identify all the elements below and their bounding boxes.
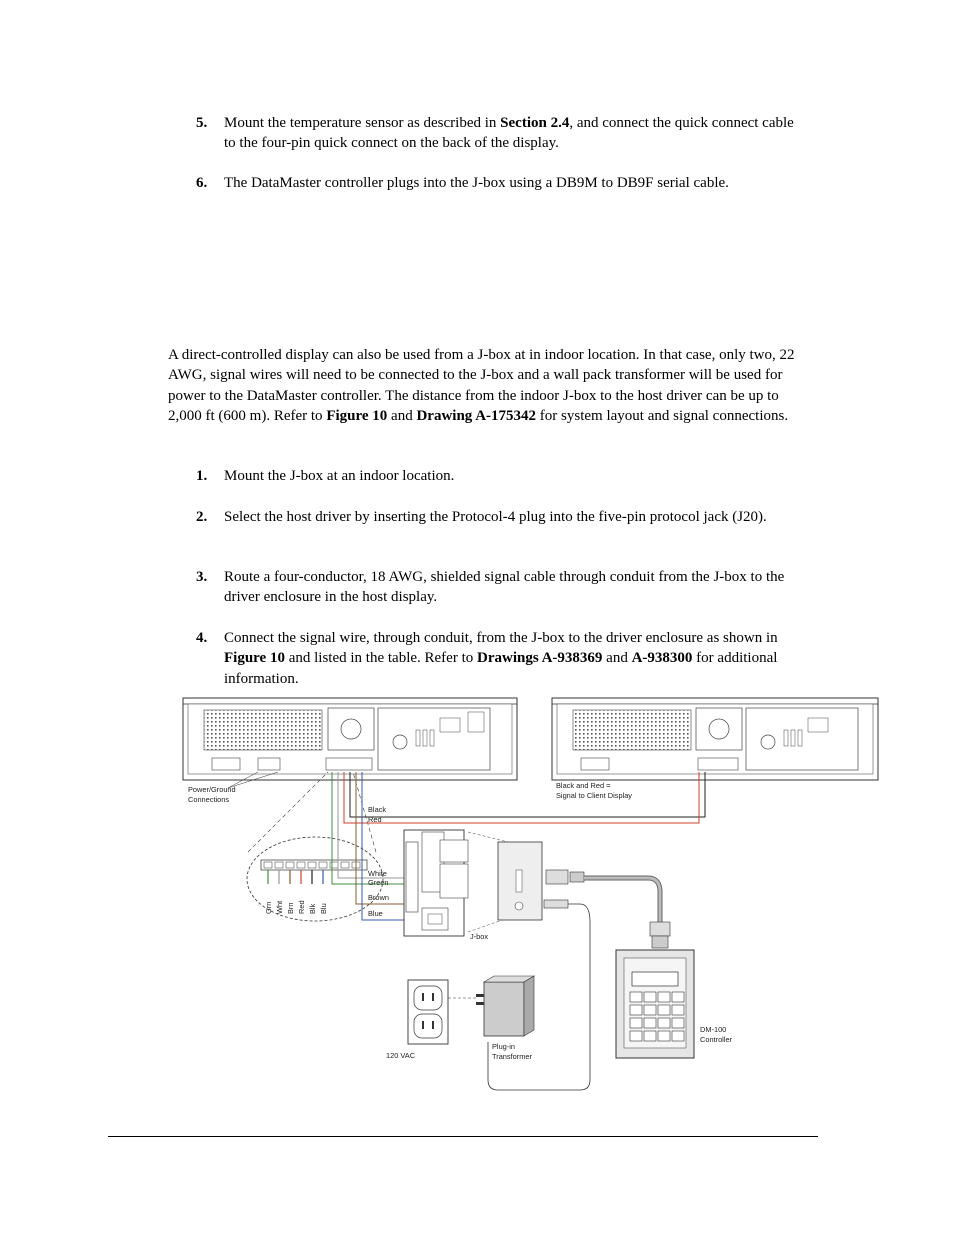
step-text: Route a four-conductor, 18 AWG, shielded signal cable through conduit from the J-box to the driver enclosure in the host display. [224, 569, 785, 606]
terminal-label-red: Red [297, 900, 306, 914]
plug-in-transformer [476, 976, 534, 1036]
signal-client-label-line2: Signal to Client Display [556, 791, 632, 800]
serial-module [498, 842, 584, 920]
wire-label-red: Red [368, 815, 382, 824]
footer-rule [108, 1136, 818, 1137]
step-text: Mount the J-box at an indoor location. [224, 468, 455, 484]
step-text: The DataMaster controller plugs into the J-box using a DB9M to DB9F serial cable. [224, 175, 729, 191]
step-text: Select the host driver by inserting the Protocol-4 plug into the five-pin protocol jack (J20). [224, 509, 767, 525]
terminal-label-grn: Grn [264, 901, 273, 914]
step-text: Connect the signal wire, through conduit, from the J-box to the driver enclosure as shown in Figure 10 and listed in the table. Refer to Drawings A-938369 and A-938300 for additional information. [224, 630, 778, 687]
wire-label-black: Black [368, 805, 387, 814]
terminal-label-brn: Brn [286, 902, 295, 914]
transformer-label-line2: Transformer [492, 1052, 532, 1061]
wire-label-blue: Blue [368, 909, 383, 918]
step-number: 2. [196, 509, 208, 525]
power-ground-label: Power/Ground [188, 785, 236, 794]
jbox-label: J-box [470, 932, 489, 941]
step-number: 3. [196, 569, 208, 585]
controller-label: DM-100 [700, 1025, 727, 1034]
step-number: 6. [196, 175, 208, 191]
step-number: 5. [196, 115, 208, 131]
intro-paragraph: A direct-controlled display can also be used from a J-box at in indoor location. In that case, only two, 22 AWG, signal wires will need to be connected to the J-box and a wall pack transformer will be used for power to the DataMaster controller. The distance from the indoor J-box to the host driver can be up to 2,000 ft (600 m). Refer to Figure 10 and Drawing A-175342 for system layout and signal connections. [168, 347, 795, 425]
jbox [404, 830, 468, 936]
vac-label: 120 VAC [386, 1051, 416, 1060]
wiring-diagram [178, 692, 880, 1108]
transformer-label: Plug-in [492, 1042, 516, 1051]
wire-label-green: Green [368, 878, 389, 887]
signal-client-label: Black and Red = [556, 781, 611, 790]
step-number: 1. [196, 468, 208, 484]
wire-label-brown: Brown [368, 893, 389, 902]
terminal-label-wht: Wht [275, 900, 284, 914]
power-ground-label-line2: Connections [188, 795, 230, 804]
terminal-label-blu: Blu [319, 903, 328, 914]
host-driver-enclosure [183, 698, 517, 780]
step-text: Mount the temperature sensor as described in Section 2.4, and connect the quick connect cable to the four-pin quick connect on the back of the display. [224, 115, 794, 152]
wire-label-white: White [368, 869, 387, 878]
dm-100-controller [616, 950, 694, 1058]
controller-label-line2: Controller [700, 1035, 733, 1044]
client-driver-enclosure [552, 698, 878, 780]
terminal-label-blk: Blk [308, 903, 317, 914]
wall-outlet [408, 980, 448, 1044]
step-number: 4. [196, 630, 208, 646]
